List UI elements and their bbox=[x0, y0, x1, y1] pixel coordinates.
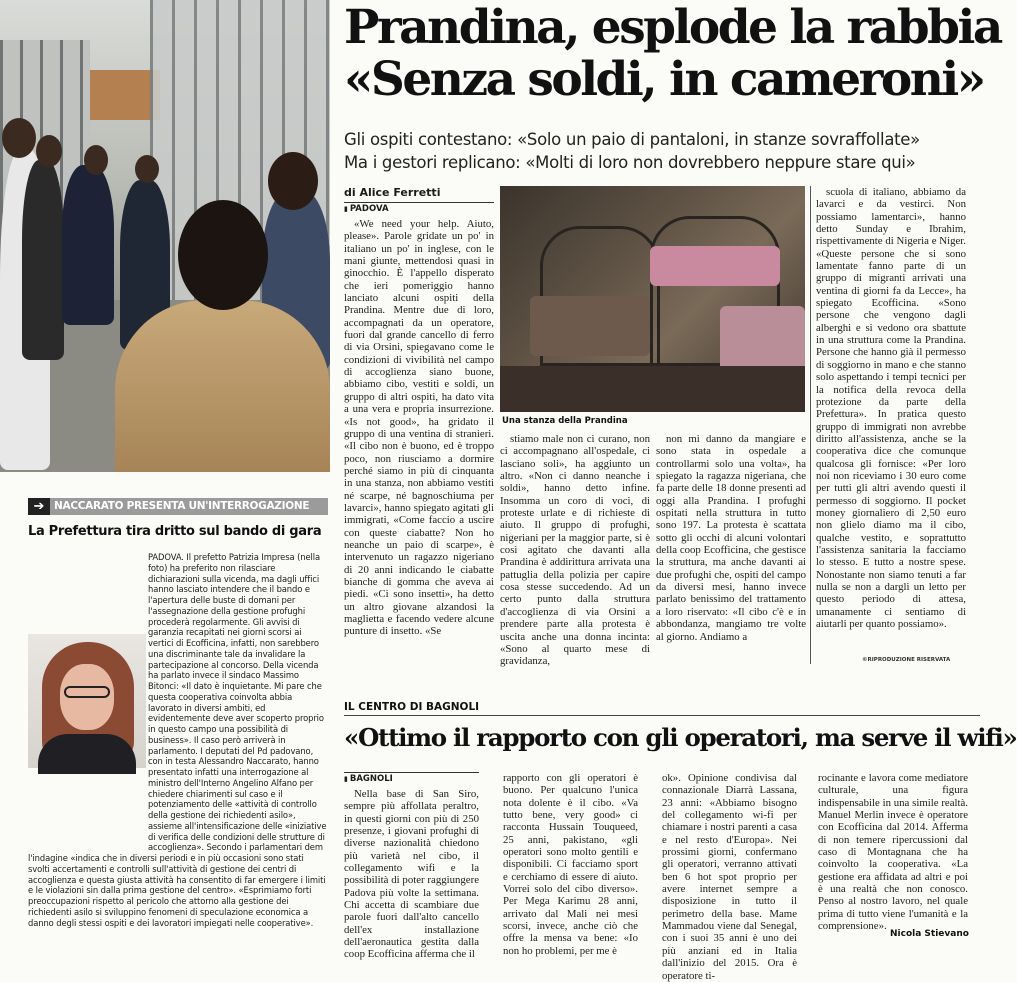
article-column-1 bbox=[344, 218, 494, 670]
second-column-3-text: ok». Opinione condivisa dal connazionale Diarrà Lassana, 23 anni: «Abbiamo bisogno del collegamento wi-fi per chiamare i nostri parenti a casa e nel resto d'Europa». Nei prossimi giorni, confermano gli operatori, verranno attivati ben 6 hot spot proprio per avere internet sempre a disposizione in tutto il perimetro della base. Mame Mammadou viene dal Senegal, con i suoi 35 anni è uno dei più anziani ed in Italia dall'inizio del 2015. Ora è operatore ti- bbox=[662, 772, 797, 982]
main-headline bbox=[344, 0, 1001, 107]
headline-line-1: Prandina, esplode la rabbia bbox=[344, 0, 1001, 55]
second-article-kicker: IL CENTRO DI BAGNOLI bbox=[344, 701, 980, 716]
second-column-3 bbox=[662, 772, 797, 982]
column-4-text: scuola di italiano, abbiamo da lavarci e da vestirci. Non possiamo lamentarci», hanno detto Sunday e Ibrahim, rispettivamente di Nigeria e Niger. «Queste persone che si sono lamentate fanno parte di un gruppo di migranti arrivati una ventina di giorni fa da Lecce», ha spiegato Ecofficina. «Sono persone che vengono dagli alberghi e si vedono ora sbattute in una struttura come la Prandina. Persone che hanno già il permesso di soggiorno in mano e che stanno solo aspettando i tempi tecnici per la notifica della revoca della protezione da parte della Prefettura». In pratica questo gruppo di immigrati non avrebbe diritto all'assistenza, anche se la cooperativa dice che comunque qualcosa gli fornisce: «Per loro noi non riceviamo i 30 euro come per tutti gli altri avendo questi il permesso di soggiorno. Il pocket money giornaliero di 2,50 euro non glielo diamo ma il cibo, qualche vestito, e soprattutto l'assistenza sanitaria la facciamo lo stesso. E tutto a nostre spese. Nonostante non siamo tenuti a far nulla se non a dargli un letto per questo periodo di attesa, umanamente ci sentiamo di aiutarli per quanto possiamo». bbox=[816, 186, 966, 631]
subhead-line-2: Ma i gestori replicano: «Molti di loro non dovrebbero neppure stare qui» bbox=[344, 153, 916, 172]
photo-caption: Una stanza della Prandina bbox=[502, 416, 628, 426]
column-3-text: non mi danno da mangiare e sono stata in ospedale a controllarmi solo una volta», ha spiegato la ragazza nigeriana, che fa parte delle 18 donne presenti ad oggi alla Prandina. I profughi ospitati nella struttura in tutto sono 197. La protesta è scattata sotto gli occhi di alcuni volontari della coop Ecofficina, che gestisce la struttura, ma anche davanti ai due profughi che, ospiti del campo da diversi mesi, hanno invece parlato benissimo del trattamento a loro riservato: «Il cibo c'è e in abbondanza, mangiamo tre volte al giorno. Andiamo a bbox=[656, 433, 806, 643]
article-column-2 bbox=[500, 433, 650, 670]
byline-author: di Alice Ferretti bbox=[344, 186, 441, 199]
column-1-text: «We need your help. Aiuto, please». Parole gridate un po' in italiano un po' in inglese, con le mani giunte, mettendosi quasi in ginocchio. È l'appello disperato che ieri pomeriggio hanno lanciato alcuni ospiti della Prandina. Mentre due di loro, accompagnati da un operatore, fuori dal grande cancello di ferro di via Orsini, spiegavano come le condizioni di vivibilità nel campo di accoglienza siano buone, abbiamo cibo, vestiti e soldi, un gruppo di altri ospiti, ha dato vita a una vera e propria insurrezione. «Is not good», ha gridato il gruppo di una ventina di stranieri. «Il cibo non è buono, ed è troppo poco, non riusciamo a dormire perché siamo in più di cinquanta in una stanza, non abbiamo vestiti né scarpe, né bagnoschiuma per lavarci», hanno spiegato agitati gli immigrati, «Come faccio a uscire con queste ciabatte? Non ho neanche un paio di scarpe», è intervenuto un ragazzo nigeriano di 20 anni indicando le ciabatte bianche di gomma che aveva ai piedi. «Ci sono insetti», ha detto un altro giovane alzandosi la maglietta e facendo vedere alcune punture di insetto. «Se bbox=[344, 218, 494, 638]
main-subhead bbox=[344, 128, 980, 174]
author-signature: Nicola Stievano bbox=[890, 929, 969, 939]
inner-photo-dormitory bbox=[500, 186, 805, 412]
sidebar-body bbox=[28, 552, 328, 928]
second-column-4-text: rocinante e lavora come mediatore culturale, una figura indispensabile in una simile realtà. Manuel Merlin invece è operatore con Ecofficina dal 2014. Afferma di non temere ripercussioni dal caso di Montagnana che ha coinvolto la cooperativa. «La gestione era affidata ad altri e poi è una realtà che non conosco. Penso al nostro lavoro, nel quale prima di tutto viene l'umanità e la comprensione». bbox=[818, 772, 968, 933]
second-column-1-text: Nella base di San Siro, sempre più affollata peraltro, in questi giorni con più di 250 presenze, i giovani profughi di diverse nazionalità chiedono più varietà nel cibo, il collegamento wifi e la possibilità di poter raggiungere Padova più volte la settimana. Chi accetta di scambiare due parole fuori dall'alto cancello dell'ex installazione dell'aeronautica gestita dalla coop Ecofficina afferma che il bbox=[344, 788, 479, 961]
copyright-credit: ©RIPRODUZIONE RISERVATA bbox=[862, 657, 951, 663]
second-column-2 bbox=[503, 772, 638, 957]
article-column-3 bbox=[656, 433, 806, 670]
main-photo-protest bbox=[0, 0, 330, 472]
dateline-place: ▮ PADOVA bbox=[344, 202, 494, 214]
second-column-2-text: rapporto con gli operatori è buono. Per qualcuno l'unica nota dolente è il cibo. «Va tutto bene, very good» ci racconta Hussain Touqueed, 25 anni, pakistano, «gli operatori sono molto gentili e disponibili. Ci facciamo sport e cerchiamo di essere di aiuto. Vorrei solo del cibo diverso». Per Mega Karimu 28 anni, arrivato dal Mali nei mesi scorsi, invece, anche ciò che offre la mensa va bene: «Io non ho problemi, per me è bbox=[503, 772, 638, 957]
second-column-4 bbox=[818, 772, 968, 933]
article-column-4 bbox=[816, 186, 966, 656]
second-column-1 bbox=[344, 788, 479, 961]
sidebar-body-text: PADOVA. Il prefetto Patrizia Impresa (nella foto) ha preferito non rilasciare dichiarazioni sulla vicenda, ma dagli uffici hanno lasciato intendere che il bando e l'apertura delle buste di domani per l'assegnazione della gestione profughi procederà regolarmente. Gli avvisi di garanzia recapitati nei giorni scorsi ai vertici di Ecofficina, infatti, non sarebbero una discriminante tale da invalidare la partecipazione al concorso. Della vicenda ha parlato invece il sindaco Massimo Bitonci: «Il dato è inquietante. Mi pare che questa cooperativa coinvolta abbia lavorato in diversi ambiti, ed evidentemente deve aver scoperto proprio in questo campo una possibilità di business». Il caso però arriverà in parlamento. I deputati del Pd padovano, con in testa Alessandro Naccarato, hanno presentato infatti una interrogazione al ministro dell'Interno Angelino Alfano per chiedere chiarimenti sul caso e il potenziamento delle «attività di controllo della gestione dei richiedenti asilo», assieme all'intensificazione delle «iniziative di verifica delle condizioni delle strutture di accoglienza». Secondo i parlamentari dem l'indagine «indica che in diversi periodi e in più occasioni sono stati svolti accertamenti e controlli sull'attività di gestione dei centri di accoglienza e questa giusta attività ha consentito di far emergere i limiti e le violazioni sin dalla prima gestione del centro». «Esprimiamo forti preoccupazioni rispetto al pericolo che attorno alla gestione dei richiedenti asilo si sviluppino fenomeni di speculazione economica a danno degli stessi ospiti e dei lavoratori impiegati nelle cooperative». bbox=[28, 552, 327, 928]
headline-line-2: «Senza soldi, in cameroni» bbox=[344, 52, 984, 107]
arrow-right-icon: ➔ bbox=[28, 498, 50, 515]
sidebar-kicker: NACCARATO PRESENTA UN'INTERROGAZIONE bbox=[28, 498, 328, 515]
second-article-headline: «Ottimo il rapporto con gli operatori, ma serve il wifi» bbox=[344, 723, 1017, 752]
sidebar-title: La Prefettura tira dritto sul bando di gara bbox=[28, 524, 322, 539]
column-divider bbox=[810, 186, 811, 664]
subhead-line-1: Gli ospiti contestano: «Solo un paio di pantaloni, in stanze sovraffollate» bbox=[344, 130, 920, 149]
second-article-place: ▮ BAGNOLI bbox=[344, 772, 479, 784]
column-2-text: stiamo male non ci curano, non ci accompagnano all'ospedale, ci lasciano soli», ha aggiunto un altro. «Non ci danno neanche i soldi», hanno detto infine. Insomma un coro di voci, di proteste urlate e di richieste di aiuto. Il gruppo di profughi, nigeriani per la maggior parte, si è così agitato che davanti alla Prandina è addirittura arrivata una pattuglia della polizia per capire cosa stesse succedendo. Ad un certo punto dalla struttura d'accoglienza di via Orsini a prendere parte alla protesta è uscita anche una donna incinta: «Sono al quarto mese di gravidanza, bbox=[500, 433, 650, 668]
byline bbox=[344, 186, 494, 214]
